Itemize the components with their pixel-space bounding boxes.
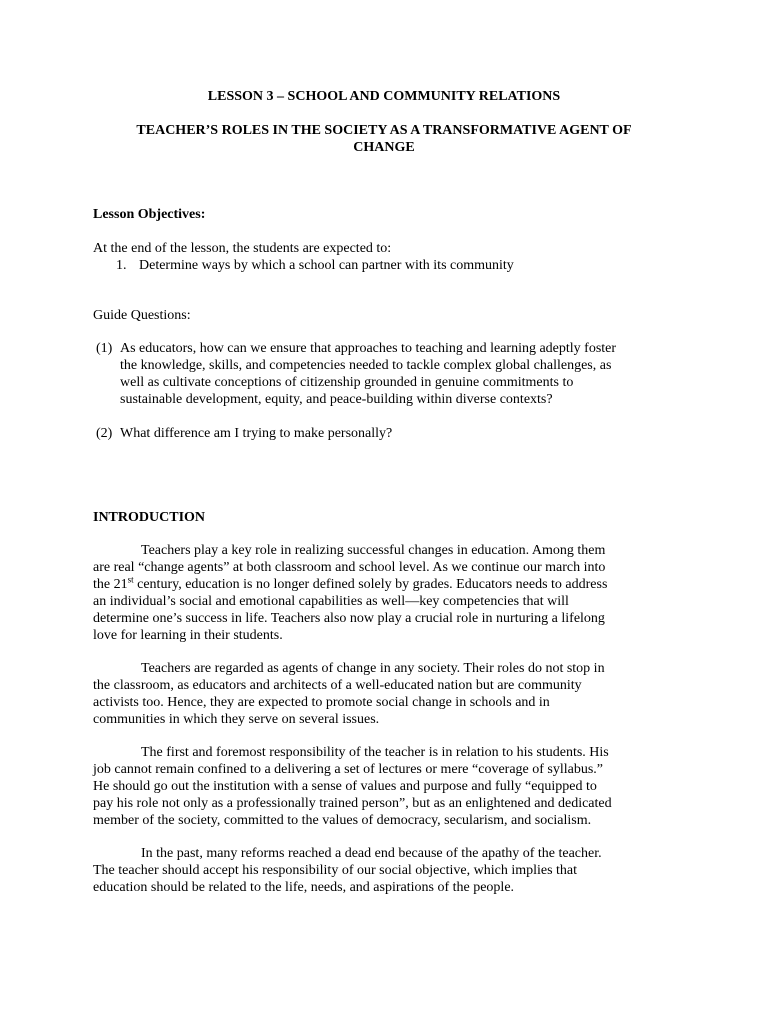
paragraph-1-line: love for learning in their students. [93, 628, 283, 643]
paragraph-1-text: century, education is no longer defined solely by grades. Educators needs to address [133, 577, 608, 592]
paragraph-3-line: job cannot remain confined to a delivering a set of lectures or mere “coverage of syllabus.” [93, 762, 604, 777]
paragraph-1-text: the 21 [93, 577, 128, 592]
question-2-number: (2) [96, 426, 113, 441]
question-1-line: well as cultivate conceptions of citizenship grounded in genuine commitments to [120, 375, 574, 390]
subtitle-line-1: TEACHER’S ROLES IN THE SOCIETY AS A TRANSFORMATIVE AGENT OF [136, 123, 632, 138]
objectives-intro: At the end of the lesson, the students are expected to: [93, 241, 392, 256]
paragraph-2-line: communities in which they serve on several issues. [93, 712, 380, 727]
objective-1-number: 1. [116, 258, 127, 273]
paragraph-3-line: member of the society, committed to the values of democracy, secularism, and socialism. [93, 813, 592, 828]
paragraph-3-line: pay his role not only as a professionally trained person”, but as an enlightened and dedicated [93, 796, 612, 811]
paragraph-1-line: are real “change agents” at both classroom and school level. As we continue our march into [93, 560, 606, 575]
question-1-line: the knowledge, skills, and competencies needed to tackle complex global challenges, as [120, 358, 612, 373]
paragraph-3-line: The first and foremost responsibility of the teacher is in relation to his students. His [141, 745, 609, 760]
question-1-line: As educators, how can we ensure that approaches to teaching and learning adeptly foster [120, 341, 617, 356]
paragraph-1-line [93, 576, 607, 593]
superscript-st: st [127, 574, 134, 585]
paragraph-1-line: an individual’s social and emotional capabilities as well—key competencies that will [93, 594, 569, 609]
guide-questions-heading: Guide Questions: [93, 308, 191, 323]
question-1-line: sustainable development, equity, and peace-building within diverse contexts? [120, 392, 553, 407]
paragraph-4-line: In the past, many reforms reached a dead end because of the apathy of the teacher. [141, 846, 602, 861]
question-1-number: (1) [96, 341, 113, 356]
paragraph-2-line: the classroom, as educators and architects of a well-educated nation but are community [93, 678, 582, 693]
subtitle-line-2: CHANGE [353, 140, 415, 155]
paragraph-4-line: The teacher should accept his responsibility of our social objective, which implies that [93, 863, 578, 878]
paragraph-1-line: Teachers play a key role in realizing successful changes in education. Among them [141, 543, 606, 558]
introduction-heading: INTRODUCTION [93, 510, 206, 525]
paragraph-4-line: education should be related to the life, needs, and aspirations of the people. [93, 880, 515, 895]
paragraph-2-line: Teachers are regarded as agents of change in any society. Their roles do not stop in [141, 661, 605, 676]
paragraph-2-line: activists too. Hence, they are expected to promote social change in schools and in [93, 695, 550, 710]
objective-1-text: Determine ways by which a school can partner with its community [139, 258, 514, 273]
paragraph-3-line: He should go out the institution with a sense of values and purpose and fully “equipped to [93, 779, 597, 794]
lesson-title: LESSON 3 – SCHOOL AND COMMUNITY RELATIONS [207, 89, 561, 104]
question-2-text: What difference am I trying to make personally? [120, 426, 393, 441]
paragraph-1-line: determine one’s success in life. Teachers also now play a crucial role in nurturing a lifelong [93, 611, 605, 626]
objectives-heading: Lesson Objectives: [93, 207, 206, 222]
